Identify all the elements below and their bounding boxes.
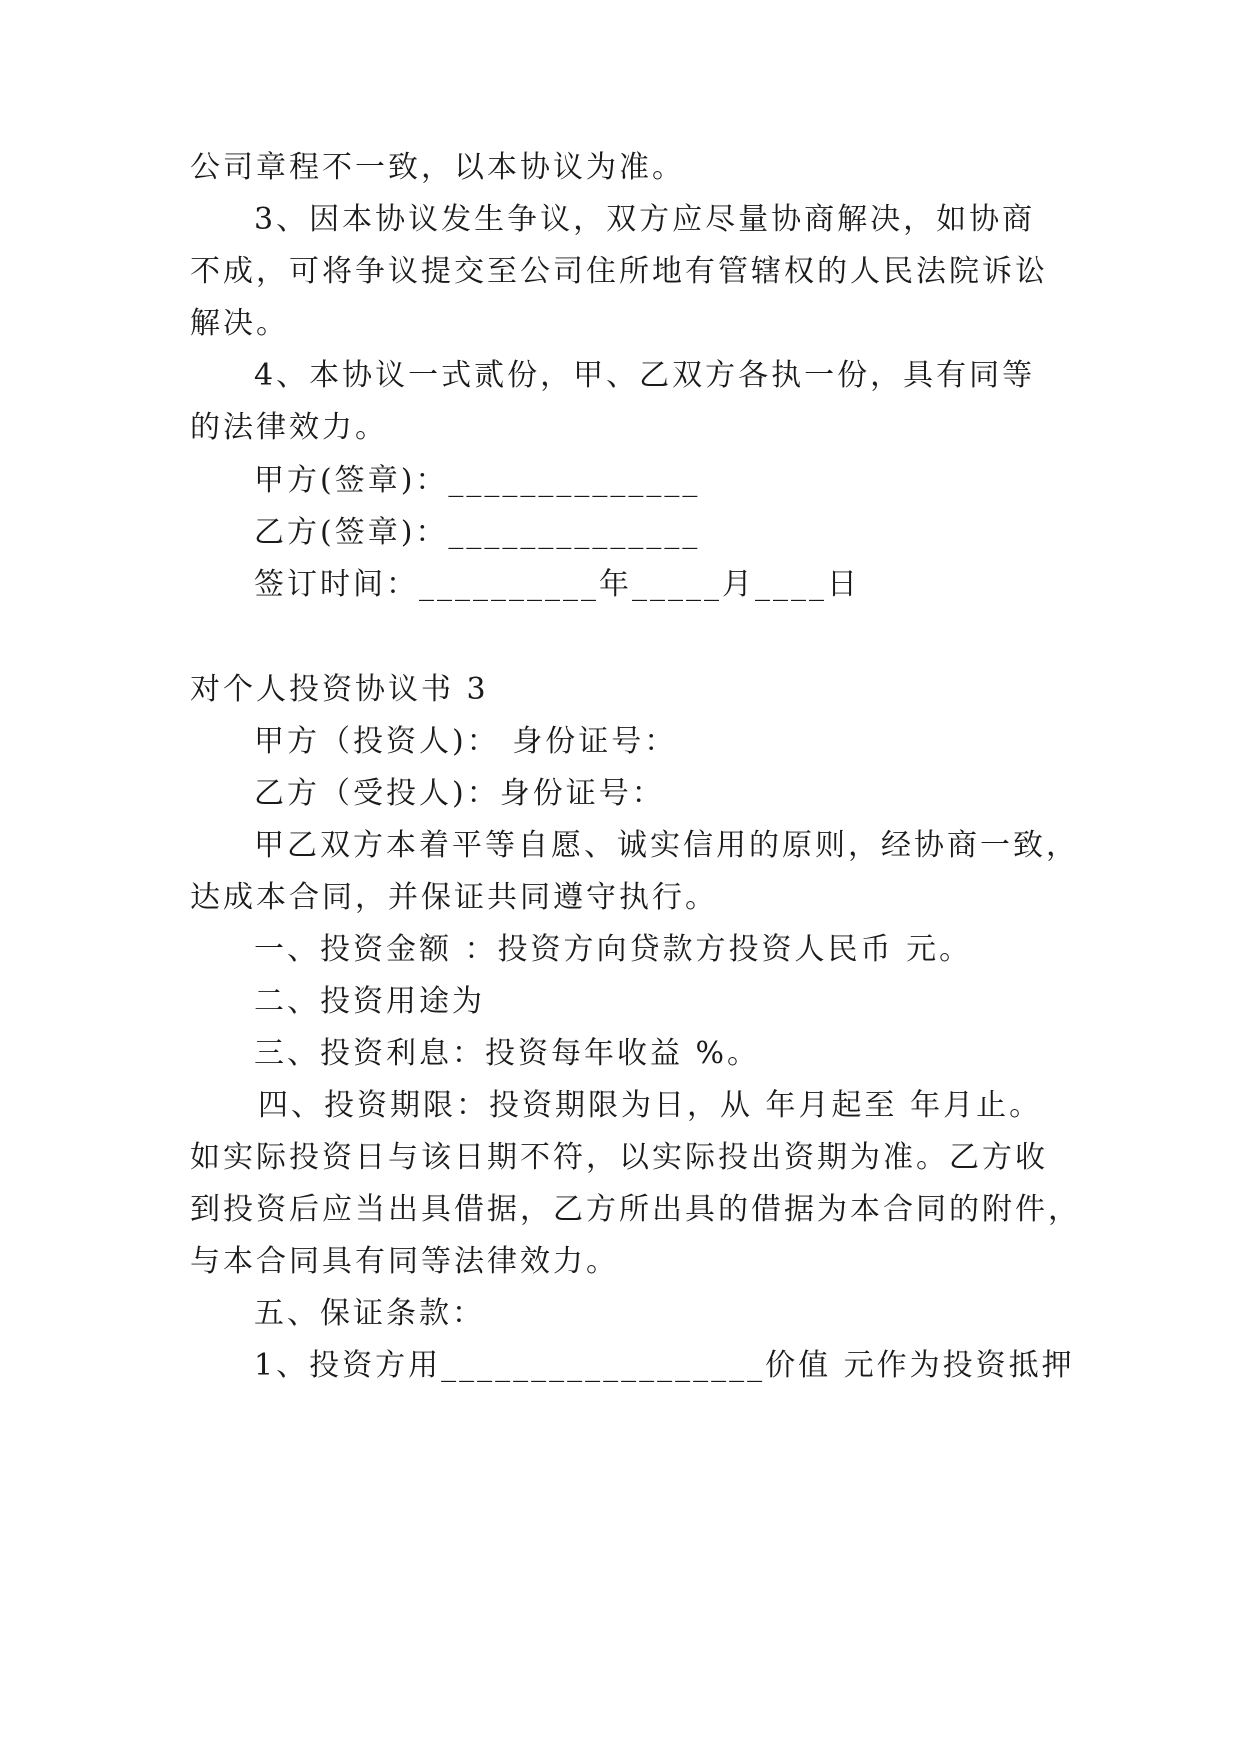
paragraph-line: 达成本合同，并保证共同遵守执行。 xyxy=(190,880,718,915)
party-b-line: 乙方（受投人)：身份证号： xyxy=(254,776,665,811)
party-a-signature-line: 甲方(签章)：______________ xyxy=(254,463,701,498)
paragraph-line: 的法律效力。 xyxy=(190,410,388,445)
paragraph-line: 如实际投资日与该日期不符，以实际投出资期为准。乙方收 xyxy=(190,1140,1048,1175)
paragraph-line: 不成，可将争议提交至公司住所地有管辖权的人民法院诉讼 xyxy=(190,254,1048,289)
guarantee-heading: 五、保证条款： xyxy=(254,1296,485,1331)
investment-amount-line: 一、投资金额 ：投资方向贷款方投资人民币 元。 xyxy=(254,932,973,967)
section-title: 对个人投资协议书 3 xyxy=(190,672,489,707)
paragraph-line: 到投资后应当出具借据，乙方所出具的借据为本合同的附件， xyxy=(190,1192,1081,1227)
clause-3-line: 3、因本协议发生争议，双方应尽量协商解决，如协商 xyxy=(254,202,1036,237)
investment-term-line: 四、投资期限：投资期限为日，从 年月起至 年月止。 xyxy=(258,1088,1043,1123)
investment-interest-line: 三、投资利息：投资每年收益 %。 xyxy=(254,1036,761,1071)
paragraph-line: 甲乙双方本着平等自愿、诚实信用的原则，经协商一致， xyxy=(254,828,1079,863)
guarantee-clause-1-line: 1、投资方用__________________价值 元作为投资抵押 xyxy=(254,1348,1075,1383)
paragraph-line: 与本合同具有同等法律效力。 xyxy=(190,1244,619,1279)
paragraph-line: 公司章程不一致，以本协议为准。 xyxy=(190,150,685,185)
clause-4-line: 4、本协议一式贰份，甲、乙双方各执一份，具有同等 xyxy=(254,358,1036,393)
signing-date-line: 签订时间：__________年_____月____日 xyxy=(254,567,860,602)
paragraph-line: 解决。 xyxy=(190,306,289,341)
party-a-line: 甲方（投资人)： 身份证号： xyxy=(254,724,678,759)
party-b-signature-line: 乙方(签章)：______________ xyxy=(254,515,701,550)
investment-purpose-line: 二、投资用途为 xyxy=(254,984,485,1019)
